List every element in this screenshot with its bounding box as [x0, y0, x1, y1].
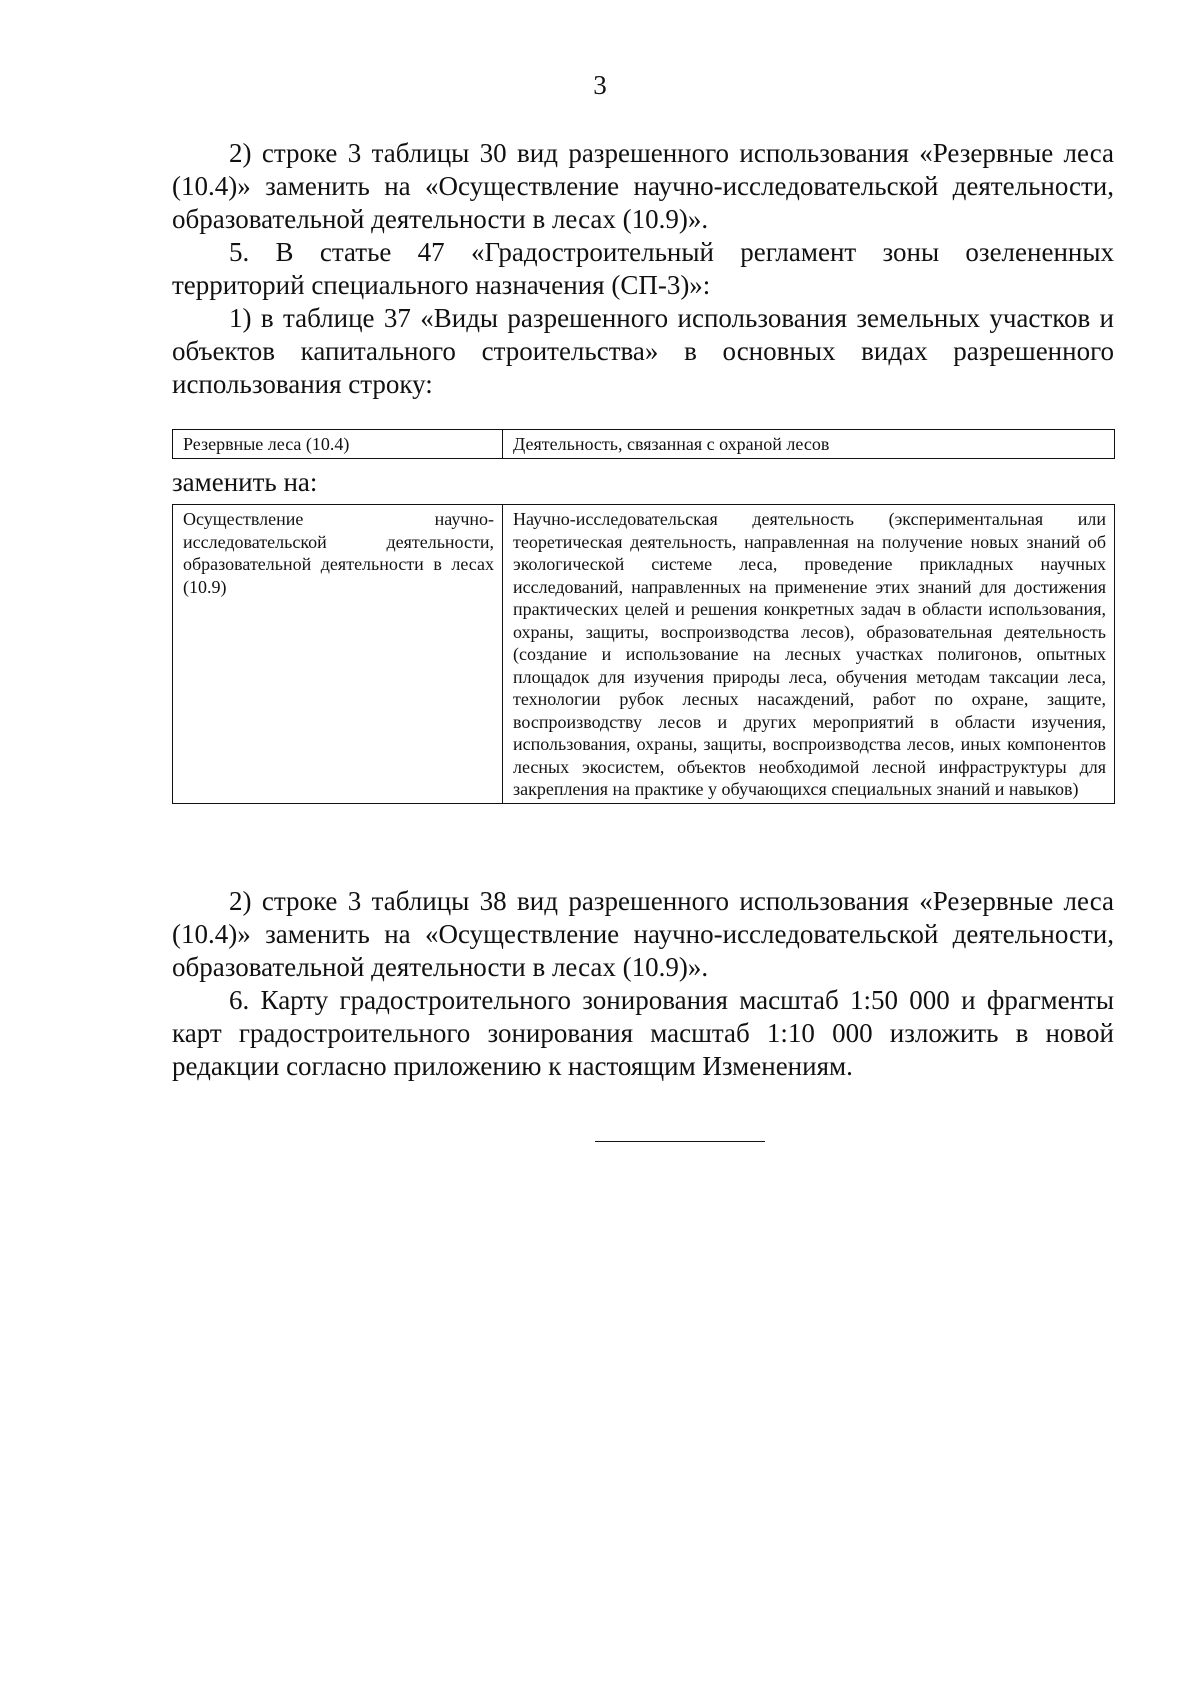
- paragraph-item-1-table-37: 1) в таблице 37 «Виды разрешенного использования земельных участков и объектов капитального строительства» в основных видах разрешенного использования строку:: [172, 303, 1114, 399]
- old-row-use-type: Резервные леса (10.4): [173, 430, 503, 459]
- paragraph-article-47: 5. В статье 47 «Градостроительный регламент зоны озелененных территорий специального назначения (СП-3)»:: [172, 237, 1114, 300]
- old-row-table: [172, 429, 1115, 459]
- bottom-paragraphs: [172, 885, 1114, 1083]
- replace-label: заменить на:: [172, 467, 318, 497]
- top-paragraphs: [172, 137, 1114, 401]
- table-row: [173, 505, 1115, 804]
- old-row-description: Деятельность, связанная с охраной лесов: [503, 430, 1115, 459]
- new-row-use-type: Осуществление научно-исследовательской деятельности, образовательной деятельности в лесах (10.9): [173, 505, 503, 804]
- new-row-table: [172, 504, 1115, 804]
- paragraph-item-2-table-38: 2) строке 3 таблицы 38 вид разрешенного использования «Резервные леса (10.4)» заменить на «Осуществление научно-исследовательской деятельности, образовательной деятельности в лесах (10.9)».: [172, 886, 1114, 982]
- replace-label-block: [172, 466, 1114, 499]
- paragraph-item-6-maps: 6. Карту градостроительного зонирования масштаб 1:50 000 и фрагменты карт градостроительного зонирования масштаб 1:10 000 изложить в новой редакции согласно приложению к настоящим Изменениям.: [172, 985, 1114, 1081]
- new-row-description: Научно-исследовательская деятельность (экспериментальная или теоретическая деятельность, направленная на получение новых знаний об экологической системе леса, проведение прикладных научных исследований, направленных на применение этих знаний для достижения практических целей и решения конкретных задач в области использования, охраны, защиты, воспроизводства лесов), образовательная деятельность (создание и использование на лесных участках полигонов, опытных площадок для изучения природы леса, обучения методам таксации леса, технологии рубок лесных насаждений, работ по охране, защите, воспроизводству лесов и других мероприятий в области изучения, использования, охраны, защиты, воспроизводства лесов, иных компонентов лесных экосистем, объектов необходимой лесной инфраструктуры для закрепления на практике у обучающихся специальных знаний и навыков): [503, 505, 1115, 804]
- page-number: 3: [593, 70, 607, 100]
- table-row: [173, 430, 1115, 459]
- end-separator-line: [595, 1141, 765, 1142]
- paragraph-item-2-table-30: 2) строке 3 таблицы 30 вид разрешенного использования «Резервные леса (10.4)» заменить на «Осуществление научно-исследовательской деятельности, образовательной деятельности в лесах (10.9)».: [172, 138, 1114, 234]
